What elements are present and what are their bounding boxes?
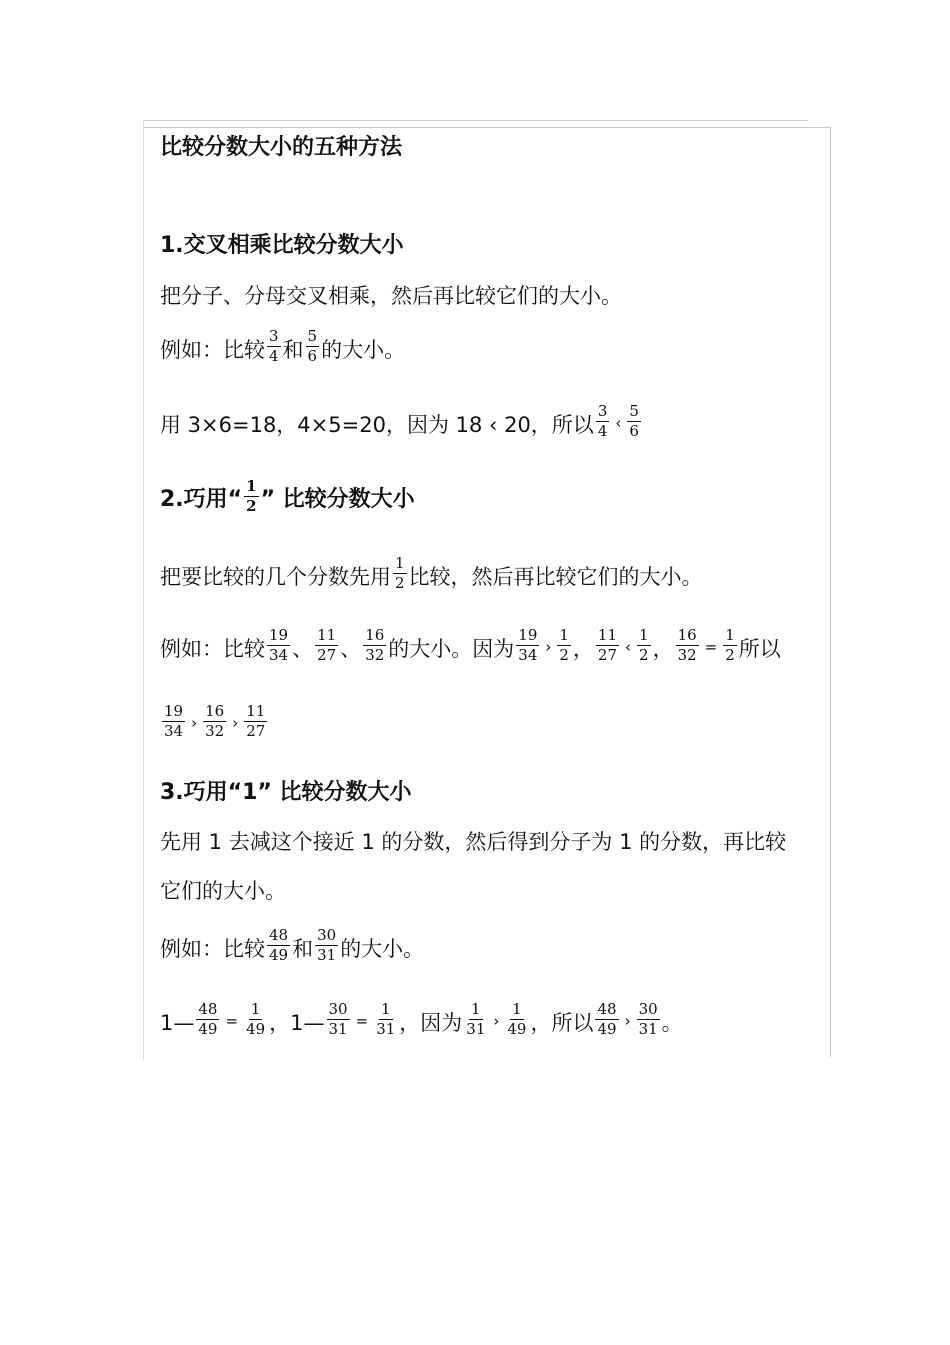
method-3-desc-line-2: 它们的大小。: [160, 879, 286, 903]
method-2-result: [160, 703, 269, 740]
fraction-1-2-heading: $\frac{1}{2}$: [246, 477, 257, 515]
frame-left-border: [143, 120, 144, 1060]
fraction-1-2-desc: $\frac{1}{2}$: [395, 554, 405, 592]
method-1-heading: [160, 231, 404, 261]
and-word: 和: [292, 937, 314, 961]
example-suffix: 的大小。: [340, 937, 425, 961]
fraction-16-32: $\frac{16}{32}$: [677, 626, 697, 664]
comma: ，: [269, 1011, 291, 1035]
method-3-example: [160, 927, 424, 964]
method-1-description: [160, 281, 622, 311]
so-word: ，所以: [530, 1011, 594, 1035]
method-2-example: [160, 627, 781, 664]
example-middle: 的大小。因为: [388, 637, 515, 661]
frame-right-border: [830, 127, 831, 1057]
so-word: 所以: [738, 637, 781, 661]
fraction-1-31: $\frac{1}{31}$: [466, 1000, 486, 1038]
fraction-1-2: $\frac{1}{2}$: [725, 626, 735, 664]
fraction-19-34: $\frac{19}{34}$: [164, 702, 184, 740]
fraction-1-31: $\frac{1}{31}$: [376, 1000, 396, 1038]
fraction-19-34: $\frac{19}{34}$: [269, 626, 289, 664]
fraction-16-32: $\frac{16}{32}$: [205, 702, 225, 740]
because-word: ，因为: [399, 1011, 463, 1035]
fraction-19-34: $\frac{19}{34}$: [518, 626, 538, 664]
less-than-sign: ‹: [615, 414, 622, 432]
example-prefix: 例如：比较: [160, 637, 265, 661]
equals-sign: =: [225, 1012, 239, 1030]
period: 。: [661, 1011, 683, 1035]
one-digit: 1: [160, 1011, 174, 1035]
method-2-description: [160, 555, 703, 592]
one-digit: 1: [290, 1011, 304, 1035]
fraction-30-31: $\frac{30}{31}$: [638, 1000, 658, 1038]
method-2-heading-pre: 2.巧用“: [160, 487, 243, 512]
greater-than-sign: ›: [493, 1012, 500, 1030]
fraction-1-2: $\frac{1}{2}$: [559, 626, 569, 664]
method-2-desc-pre: 把要比较的几个分数先用: [160, 565, 391, 589]
fraction-11-27: $\frac{11}{27}$: [317, 626, 337, 664]
method-1-calculation: [160, 403, 643, 440]
frame-top-border: [143, 120, 808, 121]
comma: ，: [572, 637, 594, 661]
less-than-sign: ‹: [625, 638, 632, 656]
example-prefix: 例如：比较: [160, 338, 265, 362]
separator: 、: [292, 637, 314, 661]
method-1-description-text: 把分子、分母交叉相乘，然后再比较它们的大小。: [160, 284, 622, 308]
method-3-calculation: [160, 1001, 683, 1038]
method-1-example: [160, 328, 405, 365]
fraction-48-49: $\frac{48}{49}$: [597, 1000, 617, 1038]
minus-dash: —: [303, 1011, 325, 1035]
frame-inner-top-border: [143, 127, 831, 128]
fraction-1-49: $\frac{1}{49}$: [507, 1000, 527, 1038]
method-3-description-line-1: [160, 827, 786, 857]
example-prefix: 例如：比较: [160, 937, 265, 961]
fraction-48-49: $\frac{48}{49}$: [269, 926, 289, 964]
greater-than-sign: ›: [191, 714, 198, 732]
method-1-heading-text: 1.交叉相乘比较分数大小: [160, 233, 404, 258]
fraction-16-32: $\frac{16}{32}$: [365, 626, 385, 664]
method-2-desc-post: 比较，然后再比较它们的大小。: [408, 565, 703, 589]
method-2-heading-post: ” 比较分数大小: [260, 487, 415, 512]
document-title: [160, 133, 402, 163]
fraction-5-6: $\frac{5}{6}$: [307, 327, 318, 365]
fraction-1-49: $\frac{1}{49}$: [246, 1000, 266, 1038]
method-3-description-line-2: [160, 876, 286, 906]
fraction-11-27: $\frac{11}{27}$: [597, 626, 618, 664]
fraction-30-31: $\frac{30}{31}$: [317, 926, 337, 964]
method-2-heading: [160, 478, 415, 515]
and-word: 和: [282, 338, 304, 362]
method-3-desc-line-1: 先用 1 去减这个接近 1 的分数，然后得到分子为 1 的分数，再比较: [160, 830, 787, 854]
calculation-text: 用 3×6=18，4×5=20，因为 18 ‹ 20，所以: [160, 413, 594, 437]
fraction-3-4: $\frac{3}{4}$: [269, 327, 279, 365]
example-suffix: 的大小。: [321, 338, 406, 362]
result-fraction-5-6: $\frac{5}{6}$: [629, 402, 639, 440]
method-3-heading-text: 3.巧用“1” 比较分数大小: [160, 780, 412, 805]
separator: 、: [340, 637, 362, 661]
result-fraction-3-4: $\frac{3}{4}$: [597, 402, 608, 440]
greater-than-sign: ›: [232, 714, 239, 732]
equals-sign: =: [704, 638, 718, 656]
comma: ，: [652, 637, 674, 661]
fraction-11-27: $\frac{11}{27}$: [246, 702, 266, 740]
minus-dash: —: [173, 1011, 195, 1035]
fraction-48-49: $\frac{48}{49}$: [198, 1000, 218, 1038]
fraction-1-2: $\frac{1}{2}$: [639, 626, 649, 664]
greater-than-sign: ›: [624, 1012, 631, 1030]
method-3-heading: [160, 778, 412, 808]
title-text: 比较分数大小的五种方法: [160, 135, 403, 160]
equals-sign: =: [355, 1012, 369, 1030]
fraction-30-31: $\frac{30}{31}$: [328, 1000, 348, 1038]
greater-than-sign: ›: [545, 638, 552, 656]
